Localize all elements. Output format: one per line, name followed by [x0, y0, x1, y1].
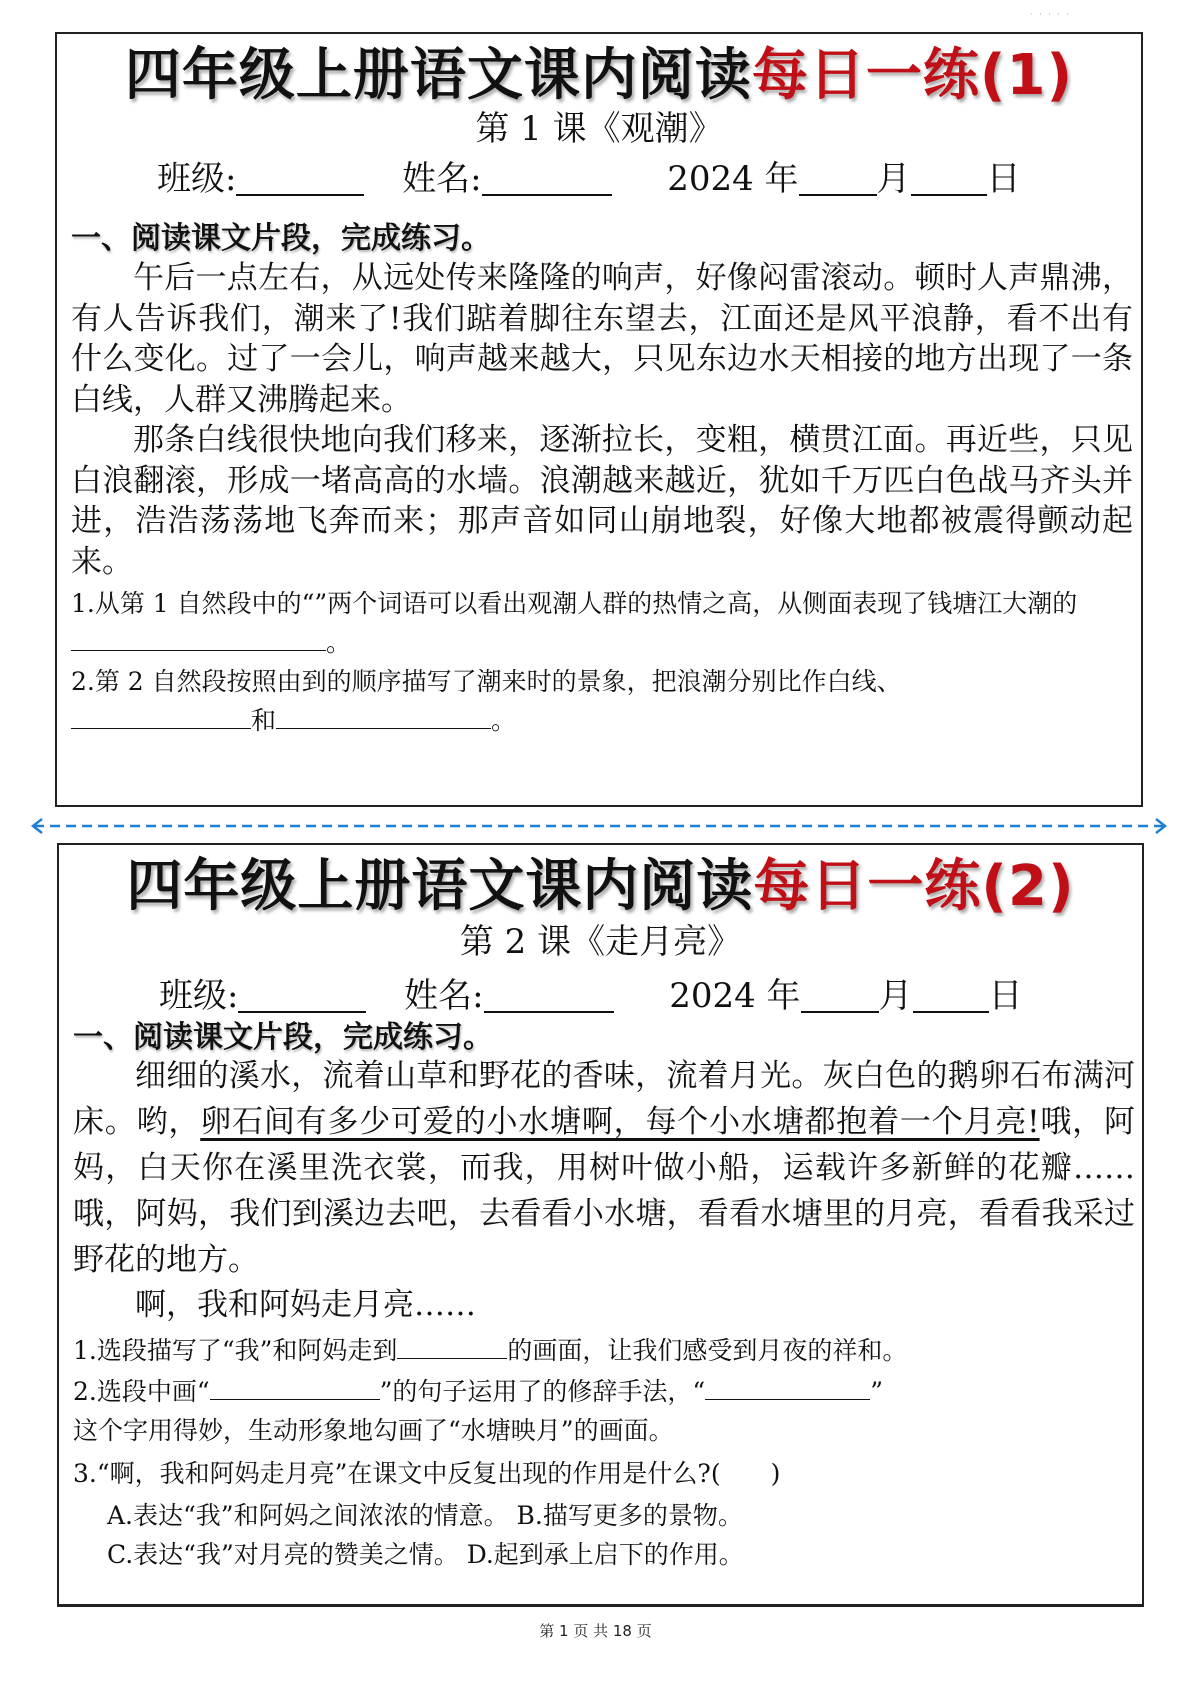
header-mark: · · · · · — [1030, 10, 1071, 16]
answer-blank[interactable] — [705, 1373, 870, 1400]
passage-paragraph-2: 啊，我和阿妈走月亮…… — [135, 1287, 476, 1323]
class-label: 班级: — [157, 159, 237, 199]
day-label: 日 — [988, 976, 1023, 1016]
month-field[interactable] — [801, 981, 879, 1013]
exercise-card-1 — [55, 32, 1143, 807]
name-label: 姓名: — [404, 976, 484, 1016]
question-1: 1.选段描写了“我”和阿妈走到 的画面，让我们感受到月夜的祥和。 — [73, 1331, 1139, 1370]
class-field[interactable] — [236, 164, 364, 196]
class-label: 班级: — [159, 976, 239, 1016]
passage-paragraph-1: 细细的溪水，流着山草和野花的香味，流着月光。灰白色的鹅卵石布满河床。哟，卵石间有多少可爱的小水塘啊，每个小水塘都抱着一个月亮!哦，阿妈，白天你在溪里洗衣裳，而我，用树叶做小船，运载许多新鲜的花瓣……哦，阿妈，我们到溪边去吧，去看看小水塘，看看水塘里的月亮，看看我采过野花的地方。 — [73, 1058, 1135, 1278]
year-label: 2024 年 — [667, 159, 799, 199]
name-field[interactable] — [484, 981, 614, 1013]
answer-blank[interactable] — [71, 702, 251, 729]
title-accent: 每日一练(1) — [751, 43, 1074, 108]
passage-paragraph-1: 午后一点左右，从远处传来隆隆的响声，好像闷雷滚动。顿时人声鼎沸，有人告诉我们，潮来了!我们踮着脚往东望去，江面还是风平浪静，看不出有什么变化。过了一会儿，响声越来越大，只见东边水天相接的地方出现了一条白线，人群又沸腾起来。 — [71, 260, 1133, 418]
exercise-title — [59, 854, 1142, 919]
question-1: 1.从第 1 自然段中的“”两个词语可以看出观潮人群的热情之高，从侧面表现了钱塘江大潮的。 — [71, 589, 1078, 657]
month-label: 月 — [876, 159, 911, 199]
underlined-sentence: 卵石间有多少可爱的小水塘啊，每个小水塘都抱着一个月亮! — [200, 1104, 1040, 1140]
student-info-row — [159, 976, 1023, 1016]
day-field[interactable] — [913, 981, 989, 1013]
answer-blank[interactable] — [276, 702, 491, 729]
answer-blank[interactable] — [71, 624, 326, 651]
exercise-card-2 — [57, 843, 1144, 1607]
title-main: 四年级上册语文课内阅读 — [126, 854, 754, 919]
lesson-title: 第 2 课《走月亮》 — [459, 922, 742, 962]
passage-paragraph-2: 那条白线很快地向我们移来，逐渐拉长，变粗，横贯江面。再近些，只见白浪翻滚，形成一堵高高的水墙。浪潮越来越近，犹如千万匹白色战马齐头并进，浩浩荡荡地飞奔而来；那声音如同山崩地裂，好像大地都被震得颤动起来。 — [71, 422, 1133, 580]
month-field[interactable] — [799, 164, 877, 196]
page-footer: 第 1 页 共 18 页 — [539, 1622, 652, 1640]
title-accent: 每日一练(2) — [753, 854, 1075, 919]
exercise-title — [57, 43, 1141, 108]
day-label: 日 — [986, 159, 1021, 199]
question-2: 2.第 2 自然段按照由到的顺序描写了潮来时的景象，把浪潮分别比作白线、 和 。 — [71, 667, 902, 735]
student-info-row — [157, 159, 1021, 199]
lesson-title: 第 1 课《观潮》 — [475, 109, 723, 149]
double-arrow-dashed-icon — [30, 817, 1168, 835]
section-heading: 一、阅读课文片段，完成练习。 — [73, 1020, 493, 1055]
title-main: 四年级上册语文课内阅读 — [124, 43, 752, 108]
question-3-options-ab: A.表达“我”和阿妈之间浓浓的情意。 B.描写更多的景物。 — [107, 1501, 743, 1530]
answer-blank[interactable] — [397, 1332, 507, 1359]
answer-blank[interactable] — [210, 1373, 380, 1400]
year-label: 2024 年 — [669, 976, 801, 1016]
name-field[interactable] — [482, 164, 612, 196]
section-heading: 一、阅读课文片段，完成练习。 — [71, 221, 491, 256]
month-label: 月 — [878, 976, 913, 1016]
question-2: 2.选段中画“ ”的句子运用了的修辞手法，“ ” 这个字用得妙，生动形象地勾画了“水塘映月”的画面。 — [73, 1372, 1139, 1450]
day-field[interactable] — [911, 164, 987, 196]
class-field[interactable] — [238, 981, 366, 1013]
question-3: 3.“啊，我和阿妈走月亮”在课文中反复出现的作用是什么?( ) — [73, 1459, 781, 1488]
name-label: 姓名: — [402, 159, 482, 199]
question-3-options-cd: C.表达“我”对月亮的赞美之情。 D.起到承上启下的作用。 — [107, 1540, 744, 1569]
